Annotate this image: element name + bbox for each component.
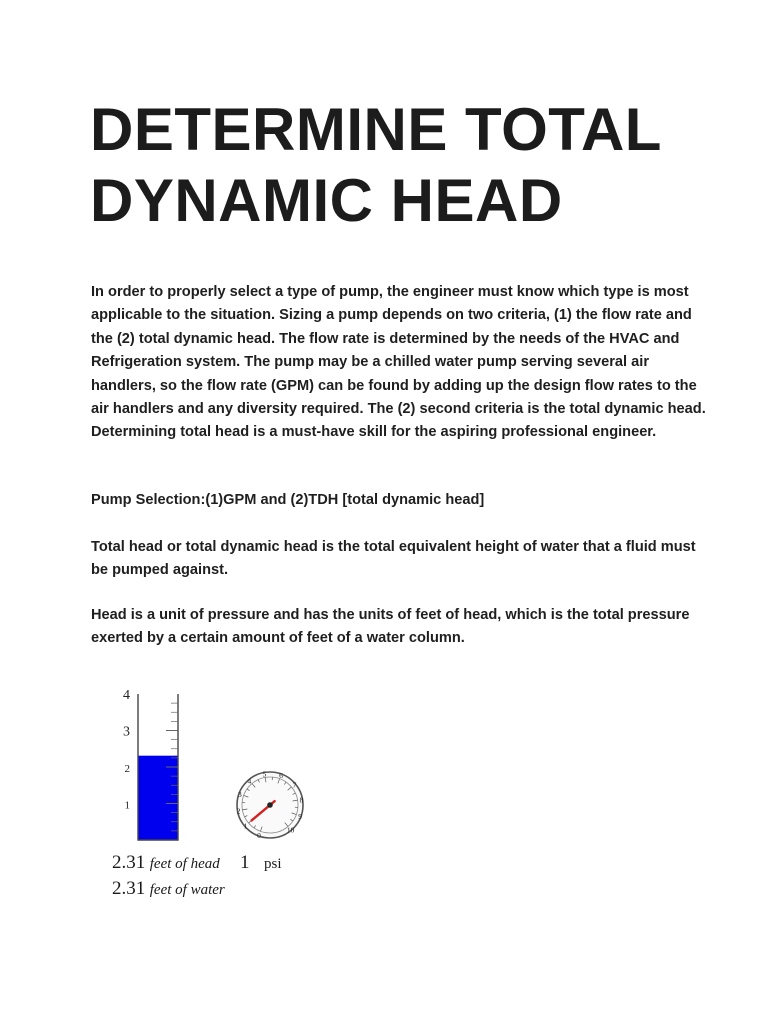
pump-selection-paragraph: Pump Selection:(1)GPM and (2)TDH [total dynamic head] [91, 492, 485, 508]
column-scale-label: 2 [124, 763, 130, 775]
gauge-hub [267, 802, 273, 808]
gauge-scale-label: 10 [286, 825, 295, 835]
pressure-gauge-icon [237, 769, 304, 840]
gauge-scale-label: 6 [279, 770, 283, 780]
definition-paragraph: Total head or total dynamic head is the total equivalent height of water that a fluid must be pumped against. [91, 539, 696, 579]
gauge-scale-label: 3 [238, 790, 242, 800]
gauge-scale-label: 4 [247, 776, 252, 786]
caption-psi [240, 852, 282, 874]
water-fill [138, 756, 178, 840]
gauge-scale-label: 5 [262, 769, 267, 779]
gauge-scale-label: 2 [236, 806, 241, 816]
column-scale-label: 3 [123, 724, 130, 740]
gauge-scale-label: 0 [257, 831, 261, 841]
water-column [123, 688, 178, 840]
column-scale-label: 4 [123, 688, 130, 703]
caption-feet-of-head-unit: feet of head [149, 856, 220, 872]
gauge-scale-label: 7 [292, 780, 297, 790]
caption-feet-of-water [112, 878, 225, 900]
caption-feet-of-water-value: 2.31 [112, 878, 146, 899]
caption-feet-of-head [112, 852, 220, 874]
caption-psi-unit: psi [264, 856, 282, 872]
title-line-1: DETERMINE TOTAL [90, 96, 662, 163]
head-pressure-figure [90, 680, 320, 905]
page-title [90, 94, 730, 236]
caption-feet-of-head-value: 2.31 [112, 852, 146, 873]
intro-paragraph: In order to properly select a type of pump, the engineer must know which type is most applicable to the situation. Sizing a pump depends on two criteria, (1) the flow rate and the (2) total dynamic head. The flow rate is determined by the needs of the HVAC and Refrigeration system. The pump may be a chilled water pump serving several air handlers, so the flow rate (GPM) can be found by adding up the design flow rates to the air handlers and any diversity required. The (2) second criteria is the total dynamic head. Determining total head is a must-have skill for the aspiring professional engineer. [91, 284, 706, 441]
gauge-scale-label: 8 [299, 795, 304, 805]
head-unit-paragraph: Head is a unit of pressure and has the units of feet of head, which is the total pressure exerted by a certain amount of feet of a water column. [91, 607, 690, 647]
caption-psi-value: 1 [240, 852, 250, 873]
title-line-2: DYNAMIC HEAD [90, 167, 563, 234]
column-scale-label: 1 [124, 799, 130, 812]
gauge-scale-label: 1 [243, 821, 248, 831]
gauge-scale-label: 9 [298, 811, 302, 821]
column-scale-labels [123, 688, 130, 812]
caption-feet-of-water-unit: feet of water [149, 882, 225, 898]
